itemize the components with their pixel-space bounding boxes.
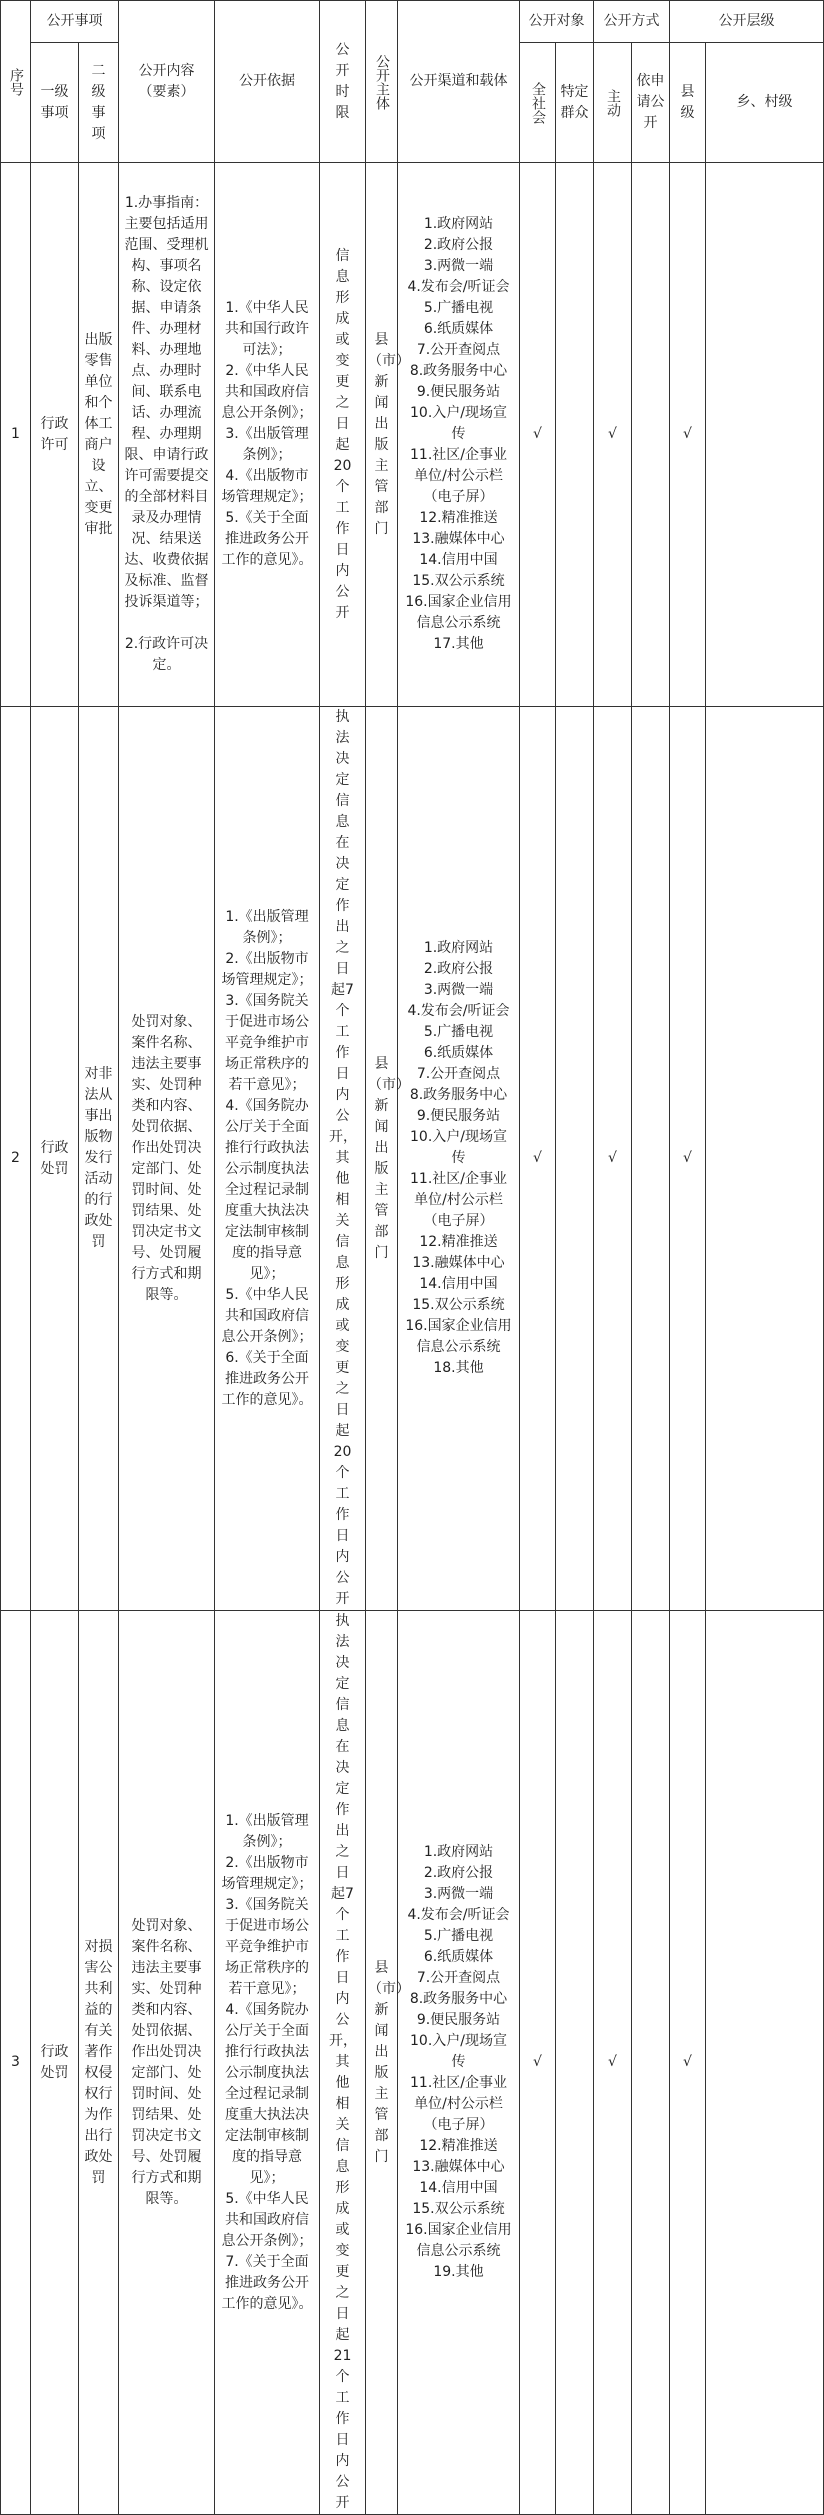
row-subject-text: 县（市）新闻出版主管部门 <box>368 1959 410 2165</box>
row-channels <box>398 707 520 1611</box>
row-method-apply <box>632 1611 670 2515</box>
row-level1 <box>31 163 79 707</box>
row-target-specific <box>556 707 594 1611</box>
row-basis-text: 1.《出版管理条例》； 2.《出版物市场管理规定》； 3.《国务院关于促进市场公平竞争维护市场正常秩序的若干意见》； 4.《国务院办公厅关于全面推行行政执法公示制度执法全过程记录制度重大执法决定法制审核制度的指导意见》； 5.《中华人民共和国政府信息公开条例》； 7.《关于全面推进政务公开工作的意见》。 <box>221 1812 313 2312</box>
table-row <box>1 1611 824 2515</box>
row-time-limit-text: 执法决定信息在决定作出之日起7个工作日内公开，其他相关信息形成或变更之日起20个工作日内公开 <box>329 709 357 1607</box>
header-method-active <box>594 43 632 163</box>
row-time-limit <box>320 163 366 707</box>
row-level2-text: 出版零售单位和个体工商户设立、变更审批 <box>84 331 113 537</box>
row-channels-text: 1.政府网站 2.政府公报 3.两微一端 4.发布会/听证会 5.广播电视 6.纸质媒体 7.公开查阅点 8.政务服务中心 9.便民服务站 10.入户/现场宣传 11.社区/企事业单位/村公示栏（电子屏） 12.精准推送 13.融媒体中心 14.信用中国 15.双公示系统 16.国家企业信用信息公示系统 18.其他 <box>405 940 512 1376</box>
row-content-text: 1.办事指南： 主要包括适用范围、受理机构、事项名称、设定依据、申请条件、办理材料、办理地点、办理时间、联系电话、办理流程、办理期限、申请行政许可需要提交的全部材料目录及办理情况、结果送达、收费依据及标准、监督投诉渠道等； 2.行政许可决定。 <box>124 195 209 673</box>
row-level1-text: 行政处罚 <box>40 2043 69 2081</box>
header-target-specific-label: 特定群众 <box>560 83 589 121</box>
header-basis: 公开依据 <box>215 1 320 163</box>
row-channels-text: 1.政府网站 2.政府公报 3.两微一端 4.发布会/听证会 5.广播电视 6.纸质媒体 7.公开查阅点 8.政务服务中心 9.便民服务站 10.入户/现场宣传 11.社区/企事业单位/村公示栏（电子屏） 12.精准推送 13.融媒体中心 14.信用中国 15.双公示系统 16.国家企业信用信息公示系统 19.其他 <box>405 1844 512 2280</box>
header-channels: 公开渠道和载体 <box>398 1 520 163</box>
header-target-group: 公开对象 <box>520 1 594 43</box>
row-level2 <box>79 707 119 1611</box>
table-row <box>1 163 824 707</box>
row-subject <box>366 707 410 1611</box>
header-items-group: 公开事项 <box>31 1 119 43</box>
row-target-specific <box>556 1611 594 2515</box>
row-seq: 1 <box>1 163 31 707</box>
row-seq: 3 <box>1 1611 31 2515</box>
header-time-limit-label: 公开时限 <box>335 41 350 121</box>
header-level2 <box>79 43 119 163</box>
row-time-limit-text: 信息形成或变更之日起20个工作日内公开 <box>333 247 352 621</box>
header-level-county <box>670 43 706 163</box>
row-level2 <box>79 1611 119 2515</box>
row-time-limit <box>320 707 366 1611</box>
row-method-apply <box>632 163 670 707</box>
row-time-limit-text: 执法决定信息在决定作出之日起7个工作日内公开，其他相关信息形成或变更之日起21个工作日内公开 <box>329 1613 357 2511</box>
row-channels-text: 1.政府网站 2.政府公报 3.两微一端 4.发布会/听证会 5.广播电视 6.纸质媒体 7.公开查阅点 8.政务服务中心 9.便民服务站 10.入户/现场宣传 11.社区/企事业单位/村公示栏（电子屏） 12.精准推送 13.融媒体中心 14.信用中国 15.双公示系统 16.国家企业信用信息公示系统 17.其他 <box>405 216 512 652</box>
row-basis-text: 1.《出版管理条例》； 2.《出版物市场管理规定》； 3.《国务院关于促进市场公平竞争维护市场正常秩序的若干意见》； 4.《国务院办公厅关于全面推行行政执法公示制度执法全过程记录制度重大执法决定法制审核制度的指导意见》； 5.《中华人民共和国政府信息公开条例》； 6.《关于全面推进政务公开工作的意见》。 <box>221 908 313 1408</box>
row-channels <box>398 163 520 707</box>
row-basis <box>215 707 320 1611</box>
row-subject <box>366 1611 410 2515</box>
header-level1 <box>31 43 79 163</box>
row-subject-text: 县（市）新闻出版主管部门 <box>368 331 410 537</box>
header-level-group: 公开层级 <box>670 1 824 43</box>
header-seq-label: 序号 <box>8 67 24 96</box>
header-method-apply <box>632 43 670 163</box>
row-subject <box>366 163 410 707</box>
row-channels <box>398 1611 520 2515</box>
row-target-all: √ <box>520 707 556 1611</box>
header-level1-label: 一级事项 <box>40 83 69 121</box>
header-target-all <box>520 43 556 163</box>
row-basis-text: 1.《中华人民共和国行政许可法》； 2.《中华人民共和国政府信息公开条例》； 3.《出版管理条例》； 4.《出版物市场管理规定》； 5.《关于全面推进政务公开工作的意见》。 <box>221 300 313 568</box>
row-content-text: 处罚对象、案件名称、违法主要事实、处罚种类和内容、处罚依据、作出处罚决定部门、处罚时间、处罚结果、处罚决定书文号、处罚履行方式和期限等。 <box>131 1917 202 2207</box>
row-basis <box>215 1611 320 2515</box>
header-content-label: 公开内容（要素） <box>138 62 195 100</box>
row-level-county: √ <box>670 163 706 707</box>
row-level1-text: 行政处罚 <box>40 1139 69 1177</box>
row-method-active: √ <box>594 707 632 1611</box>
header-level-county-label: 县级 <box>680 83 695 121</box>
header-seq <box>1 1 31 163</box>
row-level-town <box>706 707 824 1611</box>
header-level-town <box>706 43 824 163</box>
row-level2-text: 对非法从事出版物发行活动的行政处罚 <box>84 1066 113 1250</box>
row-seq: 2 <box>1 707 31 1611</box>
header-target-all-label: 全社会 <box>530 81 546 124</box>
row-method-active: √ <box>594 163 632 707</box>
header-method-apply-label: 依申请公开 <box>636 73 665 131</box>
row-method-active: √ <box>594 1611 632 2515</box>
row-content <box>119 163 215 707</box>
row-level1 <box>31 1611 79 2515</box>
header-time-limit <box>320 1 366 163</box>
row-level-town <box>706 1611 824 2515</box>
row-level1 <box>31 707 79 1611</box>
header-method-group: 公开方式 <box>594 1 670 43</box>
row-content <box>119 707 215 1611</box>
row-target-specific <box>556 163 594 707</box>
row-content-text: 处罚对象、案件名称、违法主要事实、处罚种类和内容、处罚依据、作出处罚决定部门、处罚时间、处罚结果、处罚决定书文号、处罚履行方式和期限等。 <box>131 1013 202 1303</box>
row-level-county: √ <box>670 1611 706 2515</box>
header-subject <box>366 1 398 163</box>
row-time-limit <box>320 1611 366 2515</box>
row-level-county: √ <box>670 707 706 1611</box>
table-row <box>1 707 824 1611</box>
header-method-active-label: 主动 <box>605 88 621 117</box>
header-subject-label: 公开主体 <box>374 53 390 110</box>
row-method-apply <box>632 707 670 1611</box>
row-level-town <box>706 163 824 707</box>
header-level-town-label: 乡、村级 <box>736 94 793 110</box>
header-target-specific <box>556 43 594 163</box>
row-basis <box>215 163 320 707</box>
row-level2-text: 对损害公共利益的有关著作权侵权行为作出行政处罚 <box>84 1938 113 2186</box>
header-content <box>119 1 215 163</box>
row-level2 <box>79 163 119 707</box>
row-level1-text: 行政许可 <box>40 415 69 453</box>
row-target-all: √ <box>520 163 556 707</box>
header-level2-label: 二级事项 <box>91 62 106 142</box>
row-content <box>119 1611 215 2515</box>
row-target-all: √ <box>520 1611 556 2515</box>
row-subject-text: 县（市）新闻出版主管部门 <box>368 1055 410 1261</box>
